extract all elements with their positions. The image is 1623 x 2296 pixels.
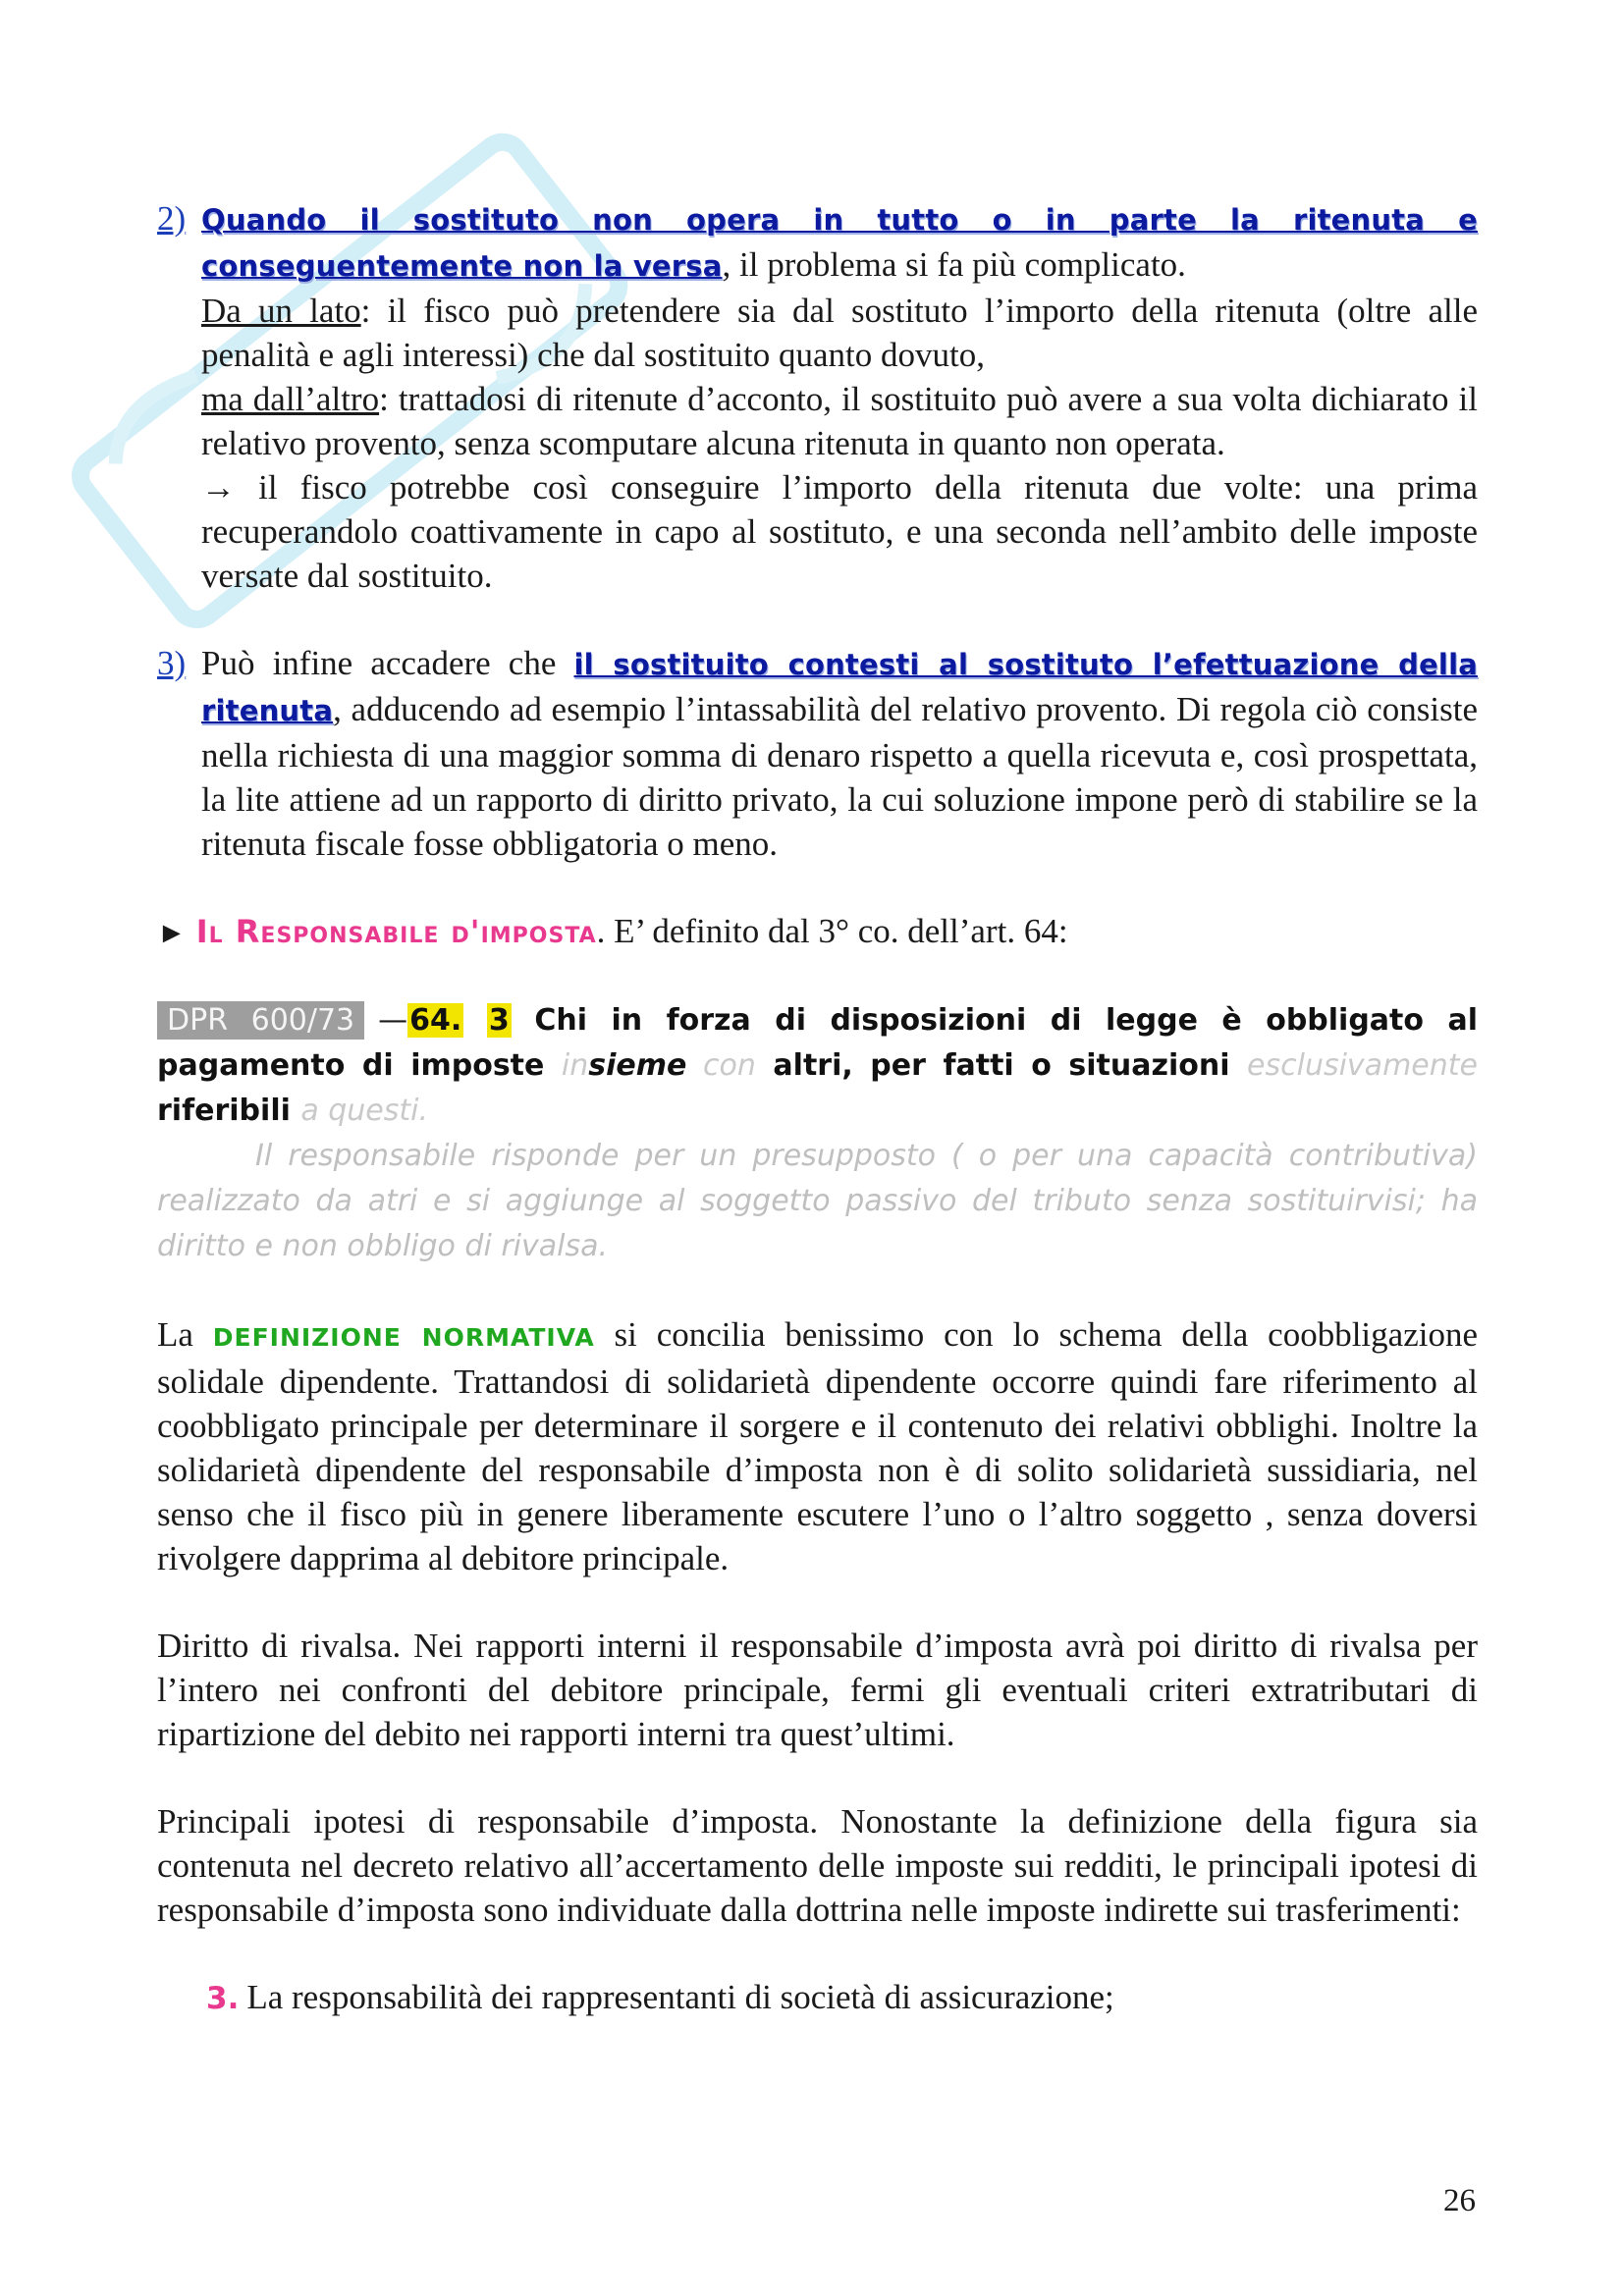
law-reference-tag: DPR 600/73 [157,1001,364,1040]
law-citation: DPR 600/73 —64. 3 Chi in forza di disposizioni di legge è obbligato al pagamento di imposte insieme con altri, per fatti o situazioni esclusivamente riferibili a questi. Il responsabile risponde per un presupposto ( o per una capacità contributiva) realizzato da atri e si aggiunge al soggetto passivo del tributo senza sostituirvisi; ha diritto e non obbligo di rivalsa. [157,998,1478,1269]
arrow-icon: → [201,468,236,507]
list-item-2: 2) Quando il sostituto non opera in tutto o in parte la ritenuta e conseguentemente non la versa, il problema si fa più complicato. Da un lato: il fisco può pretendere sia dal sostituto l’importo della ritenuta (oltre alle penalità e agli interessi) che dal sostituito quanto dovuto, ma dall’altro: trattadosi di ritenute d’acconto, il sostituito può avere a sua volta dichiarato il relativo provento, senza scomputare alcuna ritenuta in quanto non operata. → il fisco potrebbe così conseguire l’importo della ritenuta due volte: una prima recuperandolo coattivamente in capo al sostituto, e una seconda nell’ambito delle imposte versate dal sostituito. [157,196,1478,598]
page-number: 26 [1443,2183,1476,2218]
item-number: 3) [157,644,187,682]
paragraph-definizione: La DEFINIZIONE NORMATIVA si concilia benissimo con lo schema della coobbligazione solidale dipendente. Trattandosi di solidarietà dipendente occorre quindi fare riferimento al coobbligato principale per determinare il sorgere e il contenuto dei relativi obblighi. Inoltre la solidarietà dipendente del responsabile d’imposta non è di solito solidarietà sussidiaria, nel senso che il fisco più in genere liberamente escutere l’uno o l’altro soggetto , senza doversi rivolgere dapprima al debitore principale. [157,1315,1478,1577]
definizione-normativa-label: DEFINIZIONE NORMATIVA [212,1323,595,1352]
document-page [157,196,1478,2021]
paragraph-rivalsa: Diritto di rivalsa. Nei rapporti interni il responsabile d’imposta avrà poi diritto di rivalsa per l’intero nei confronti del debitore principale, fermi gli eventuali criteri extratributari di ripartizione del debito nei rapporti interni tra quest’ultimi. [157,1627,1478,1753]
article-number: 64. [409,1003,462,1038]
da-un-lato-label: Da un lato [201,292,361,330]
ma-dall-altro-label: ma dall’altro [201,380,380,418]
section-heading: ► Il Responsabile d'imposta. E’ definito dal 3° co. dell’art. 64: [157,912,1068,950]
conclusion-text: il fisco potrebbe così conseguire l’importo della ritenuta due volte: una prima recuperandolo coattivamente in capo al sostituto, e una seconda nell’ambito delle imposte versate dal sostituito. [201,468,1479,595]
paragraph-ipotesi: Principali ipotesi di responsabile d’imposta. Nonostante la definizione della figura sia contenuta nel decreto relativo all’accertamento delle imposte sui redditi, le principali ipotesi di responsabile d’imposta sono individuate dalla dottrina nelle imposte indirette sui trasferimenti: [157,1802,1478,1929]
numbered-list-item: 3. La responsabilità dei rappresentanti di società di assicurazione; [206,1978,1114,2016]
highlighted-heading: il sostituito contesti al sostituto l’efettuazione della ritenuta [201,648,1478,727]
triangle-bullet-icon: ► [157,917,187,949]
highlighted-heading: Quando il sostituto non opera in tutto o in parte la ritenuta e conseguentemente non la versa [201,203,1478,283]
item-number: 2) [157,199,187,238]
comma-number: 3 [488,1003,510,1038]
list-item-3: 3) Può infine accadere che il sostituito contesti al sostituto l’efettuazione della ritenuta, adducendo ad esempio l’intassabilità del relativo provento. Di regola ciò consiste nella richiesta di una maggior somma di denaro rispetto a quella ricevuta e, così prospettata, la lite attiene ad un rapporto di diritto privato, la cui soluzione impone però di stabilire se la ritenuta fiscale fosse obbligatoria o meno. [157,641,1478,866]
law-commentary: Il responsabile risponde per un presupposto ( o per una capacità contributiva) realizzato da atri e si aggiunge al soggetto passivo del tributo senza sostituirvisi; ha diritto e non obbligo di rivalsa. [157,1139,1478,1263]
list-number: 3. [206,1981,240,2016]
section-title: Il Responsabile d'imposta [195,913,597,950]
